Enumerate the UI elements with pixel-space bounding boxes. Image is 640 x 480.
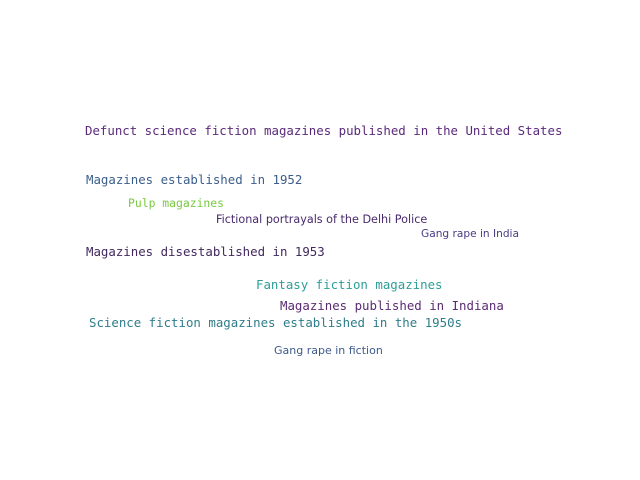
- word-defunct-sf-magazines-us: Defunct science fiction magazines published in the United States: [85, 123, 563, 138]
- word-pulp-magazines: Pulp magazines: [128, 196, 225, 210]
- word-gang-rape-india: Gang rape in India: [421, 228, 519, 240]
- word-gang-rape-fiction: Gang rape in fiction: [274, 344, 383, 357]
- word-sf-magazines-established-1950s: Science fiction magazines established in the 1950s: [89, 315, 462, 330]
- word-magazines-established-1952: Magazines established in 1952: [86, 172, 303, 187]
- word-fictional-portrayals-delhi-police: Fictional portrayals of the Delhi Police: [216, 213, 428, 226]
- word-magazines-disestablished-1953: Magazines disestablished in 1953: [86, 244, 325, 259]
- word-magazines-published-indiana: Magazines published in Indiana: [280, 298, 504, 313]
- word-fantasy-fiction-magazines: Fantasy fiction magazines: [256, 277, 443, 292]
